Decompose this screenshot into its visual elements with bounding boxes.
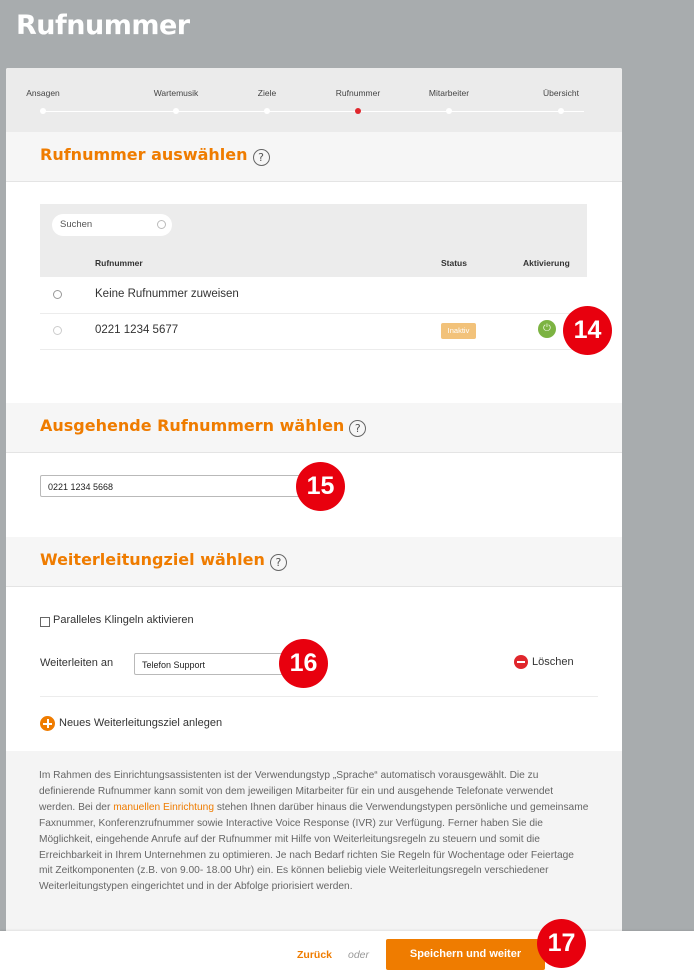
- table-row[interactable]: [40, 277, 587, 314]
- delete-icon[interactable]: [514, 655, 528, 669]
- outgoing-number-field[interactable]: 0221 1234 5668: [40, 475, 308, 497]
- table-row[interactable]: [40, 313, 587, 350]
- power-icon[interactable]: ⏻: [538, 320, 556, 338]
- step-dot-active: [355, 108, 361, 114]
- step-ansagen[interactable]: [6, 88, 88, 98]
- step-dot: [173, 108, 179, 114]
- step-wartemusik[interactable]: [131, 88, 221, 98]
- back-link[interactable]: Zurück: [297, 949, 333, 961]
- row-radio[interactable]: [53, 326, 62, 335]
- step-label: Übersicht: [543, 88, 579, 98]
- add-icon[interactable]: [40, 716, 55, 731]
- step-dot: [40, 108, 46, 114]
- callout-marker: 16: [279, 639, 328, 688]
- section-title: [40, 145, 270, 166]
- save-and-continue-button[interactable]: Speichern und weiter: [386, 939, 545, 970]
- step-label: Ziele: [257, 88, 277, 98]
- section-forwarding-header: [6, 537, 622, 587]
- help-icon[interactable]: ?: [349, 420, 366, 437]
- step-mitarbeiter[interactable]: [404, 88, 494, 98]
- callout-marker: 15: [296, 462, 345, 511]
- section-title-text: Rufnummer auswählen: [40, 145, 248, 164]
- info-text: [39, 768, 589, 895]
- footer-bar: [0, 931, 694, 975]
- step-label: Rufnummer: [335, 88, 381, 98]
- step-label: Ansagen: [26, 88, 60, 98]
- step-dot: [446, 108, 452, 114]
- section-number-header: [6, 132, 622, 182]
- number-table-header: [40, 250, 587, 277]
- delete-button[interactable]: Löschen: [532, 656, 574, 668]
- row-number: 0221 1234 5677: [95, 324, 179, 336]
- info-text-part: Im Rahmen des Einrichtungsassistenten ist der Verwendungstyp „Sprache“ automatisch vorausgewählt. Die zu definierende Rufnummer kann somit von dem jeweiligen Mitarbeiter für ein und ausgehende Telefonate verwendet werden. Bei der: [39, 770, 554, 813]
- column-header-number[interactable]: Rufnummer: [95, 258, 143, 268]
- manual-setup-link[interactable]: manuellen Einrichtung: [113, 801, 214, 813]
- help-icon[interactable]: ?: [253, 149, 270, 166]
- page-title: Rufnummer: [16, 10, 190, 41]
- step-dot: [558, 108, 564, 114]
- callout-marker: 14: [563, 306, 612, 355]
- forward-to-label: Weiterleiten an: [40, 657, 114, 669]
- section-outgoing-header: [6, 403, 622, 453]
- or-text: oder: [348, 949, 370, 961]
- column-header-status[interactable]: Status: [441, 258, 467, 268]
- step-label: Wartemusik: [153, 88, 199, 98]
- divider: [40, 696, 598, 697]
- step-ziele[interactable]: [222, 88, 312, 98]
- row-number: Keine Rufnummer zuweisen: [95, 288, 239, 300]
- status-badge: Inaktiv: [441, 323, 476, 339]
- search-icon: [157, 220, 166, 229]
- section-title: [40, 550, 287, 571]
- step-dot: [264, 108, 270, 114]
- step-rufnummer[interactable]: [313, 88, 403, 98]
- search-input[interactable]: [52, 214, 172, 236]
- search-placeholder: Suchen: [60, 219, 93, 230]
- step-label: Mitarbeiter: [428, 88, 470, 98]
- info-text-part: stehen Ihnen darüber hinaus die Verwendungstypen persönliche und gemeinsame Faxnummer, Konferenzrufnummer sowie Interactive Voice Response (IVR) zur Verfügung. Ferner haben Sie die Möglichkeit, eingehende Anrufe auf der Rufnummer mit Hilfe von Weiterleitungsregeln zu steuern und somit die Erreichbarkeit in Ihrem Unternehmen zu optimieren. Je nach Bedarf richten Sie Regeln für Wochentage oder Feiertage mit Zeitkomponenten (z.B. von 9.00- 18.00 Uhr) ein. Es können beliebig viele Weiterleitungsregeln verschiedener Weiterleitungstypen eingerichtet und in der Abfolge priorisiert werden.: [39, 801, 589, 893]
- column-header-activation[interactable]: Aktivierung: [523, 258, 570, 268]
- section-title-text: Weiterleitungziel wählen: [40, 550, 265, 569]
- add-forward-target-button[interactable]: Neues Weiterleitungsziel anlegen: [59, 717, 223, 729]
- help-icon[interactable]: ?: [270, 554, 287, 571]
- parallel-ring-checkbox[interactable]: [40, 617, 50, 627]
- number-table-toolbar: [40, 204, 587, 250]
- parallel-ring-label[interactable]: Paralleles Klingeln aktivieren: [53, 614, 194, 626]
- section-title: [40, 416, 366, 437]
- wizard-stepper: [6, 68, 622, 132]
- info-panel: [6, 751, 622, 940]
- callout-marker: 17: [537, 919, 586, 968]
- stepper-line: [44, 111, 584, 112]
- forward-target-field[interactable]: Telefon Support: [134, 653, 286, 675]
- row-radio[interactable]: [53, 290, 62, 299]
- section-title-text: Ausgehende Rufnummern wählen: [40, 416, 345, 435]
- step-uebersicht[interactable]: [516, 88, 606, 98]
